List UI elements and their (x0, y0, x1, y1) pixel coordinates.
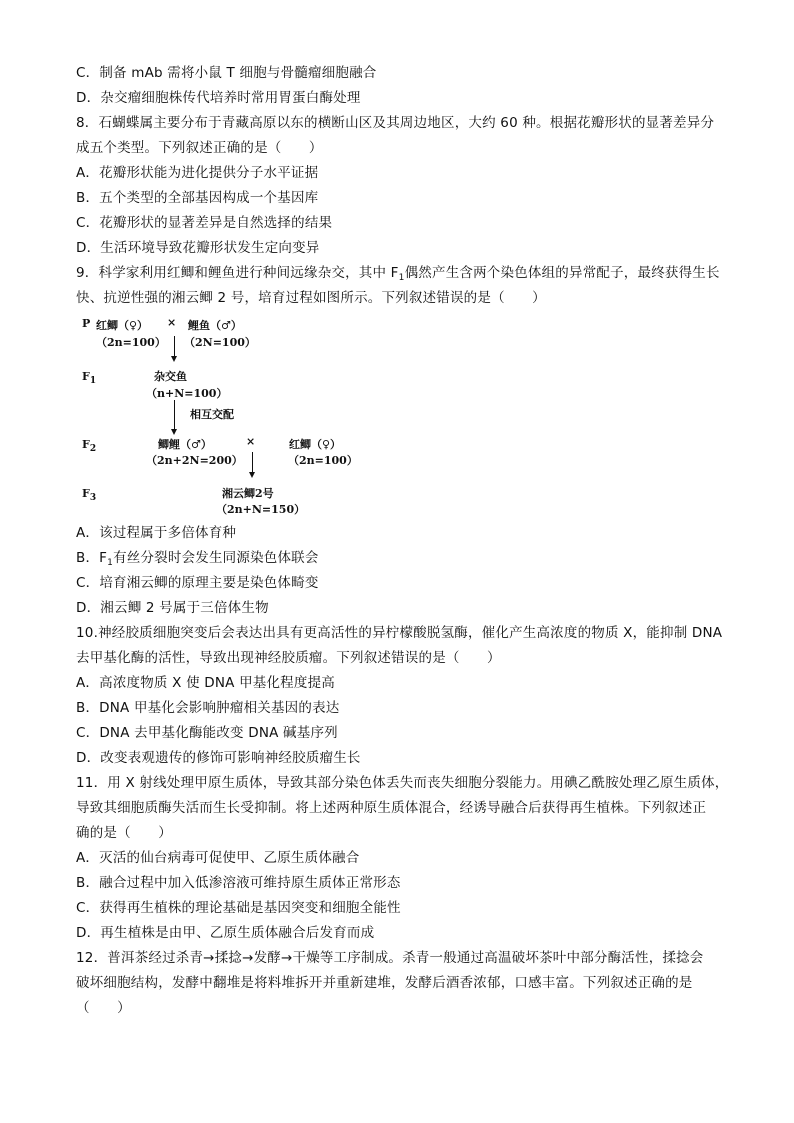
p-generation-label: P (82, 317, 91, 330)
red-crucian-female-f2: 红鲫（♀） (289, 438, 342, 451)
f1-generation-label: $F_1$ (82, 370, 97, 386)
hybrid-fish-chromosomes: （n+N=100） (146, 387, 228, 400)
q9-stem-line2: 快、抗逆性强的湘云鲫 2 号，培育过程如图所示。下列叙述错误的是（ ） (76, 290, 546, 306)
carp-male: 鲤鱼（♂） (188, 319, 242, 332)
q9-option-d: D．湘云鲫 2 号属于三倍体生物 (76, 600, 269, 616)
breeding-diagram (76, 312, 358, 517)
f2-generation-label: $F_2$ (82, 438, 97, 454)
q7-option-d: D．杂交瘤细胞株传代培养时常用胃蛋白酶处理 (76, 90, 361, 106)
f3-generation-label: $F_3$ (82, 487, 97, 503)
red-crucian-female: 红鲫（♀） (96, 319, 149, 332)
tetraploid-crucian-carp-male: 鲫鲤（♂） (158, 438, 212, 451)
q7-option-c: C．制备 mAb 需将小鼠 T 细胞与骨髓瘤细胞融合 (76, 65, 377, 81)
carp-chromosomes: （2N=100） (184, 336, 256, 349)
q10-option-b: B．DNA 甲基化会影响肿瘤相关基因的表达 (76, 700, 340, 716)
q11-stem-line3: 确的是（ ） (76, 825, 172, 841)
q11-option-c: C．获得再生植株的理论基础是基因突变和细胞全能性 (76, 900, 401, 916)
q9-stem-line1: 9．科学家利用红鲫和鲤鱼进行种间远缘杂交，其中 $F_1$偶然产生含两个染色体组的异常配子，最终获得生长 (76, 265, 720, 283)
q9-option-b: B．$F_1$有丝分裂时会发生同源染色体联会 (76, 550, 319, 568)
arrow-down-3 (252, 452, 253, 473)
red-crucian-chromosomes: （2n=100） (96, 336, 166, 349)
q8-option-d: D．生活环境导致花瓣形状发生定向变异 (76, 240, 320, 256)
q9-option-a: A．该过程属于多倍体育种 (76, 525, 237, 541)
hybrid-fish: 杂交鱼 (154, 370, 187, 383)
q8-option-c: C．花瓣形状的显著差异是自然选择的结果 (76, 215, 333, 231)
q11-stem-line1: 11．用 X 射线处理甲原生质体，导致其部分染色体丢失而丧失细胞分裂能力。用碘乙酰胺处理乙原生质体， (76, 775, 729, 791)
q10-option-d: D．改变表观遗传的修饰可影响神经胶质瘤生长 (76, 750, 361, 766)
cross-symbol-1: × (167, 316, 177, 329)
arrow-down-2 (174, 400, 175, 430)
q12-stem-line3: （ ） (76, 1000, 131, 1016)
q11-option-b: B．融合过程中加入低渗溶液可维持原生质体正常形态 (76, 875, 401, 891)
q11-option-d: D．再生植株是由甲、乙原生质体融合后发育而成 (76, 925, 375, 941)
q11-stem-line2: 导致其细胞质酶失活而生长受抑制。将上述两种原生质体混合，经诱导融合后获得再生植株。下列叙述正 (76, 800, 707, 816)
xiangyun-chromosomes: （2n+N=150） (216, 503, 306, 516)
arrow-down-1 (174, 336, 175, 357)
q12-stem-line2: 破坏细胞结构，发酵中翻堆是将料堆拆开并重新建堆，发酵后酒香浓郁，口感丰富。下列叙述正确的是 (76, 975, 693, 991)
q12-stem-line1: 12．普洱茶经过杀青→揉捻→发酵→干燥等工序制成。杀青一般通过高温破坏茶叶中部分酶活性，揉捻会 (76, 950, 704, 966)
q10-stem-line1: 10.神经胶质细胞突变后会表达出具有更高活性的异柠檬酸脱氢酶，催化产生高浓度的物质 X，能抑制 DNA (76, 625, 723, 641)
q8-stem-line2: 成五个类型。下列叙述正确的是（ ） (76, 140, 323, 156)
q10-option-c: C．DNA 去甲基化酶能改变 DNA 碱基序列 (76, 725, 338, 741)
intercross-label: 相互交配 (190, 408, 234, 421)
q11-option-a: A．灭活的仙台病毒可促使甲、乙原生质体融合 (76, 850, 360, 866)
xiangyun-crucian-2: 湘云鲫2号 (222, 487, 274, 500)
q8-option-a: A．花瓣形状能为进化提供分子水平证据 (76, 165, 319, 181)
q10-option-a: A．高浓度物质 X 使 DNA 甲基化程度提高 (76, 675, 335, 691)
q8-stem-line1: 8．石蝴蝶属主要分布于青藏高原以东的横断山区及其周边地区，大约 60 种。根据花瓣形状的显著差异分 (76, 115, 715, 131)
red-crucian-chromosomes-f2: （2n=100） (288, 454, 358, 467)
q8-option-b: B．五个类型的全部基因构成一个基因库 (76, 190, 319, 206)
q10-stem-line2: 去甲基化酶的活性，导致出现神经胶质瘤。下列叙述错误的是（ ） (76, 650, 501, 666)
q9-option-c: C．培育湘云鲫的原理主要是染色体畸变 (76, 575, 319, 591)
cross-symbol-2: × (246, 435, 256, 448)
tetraploid-chromosomes: （2n+2N=200） (146, 454, 243, 467)
